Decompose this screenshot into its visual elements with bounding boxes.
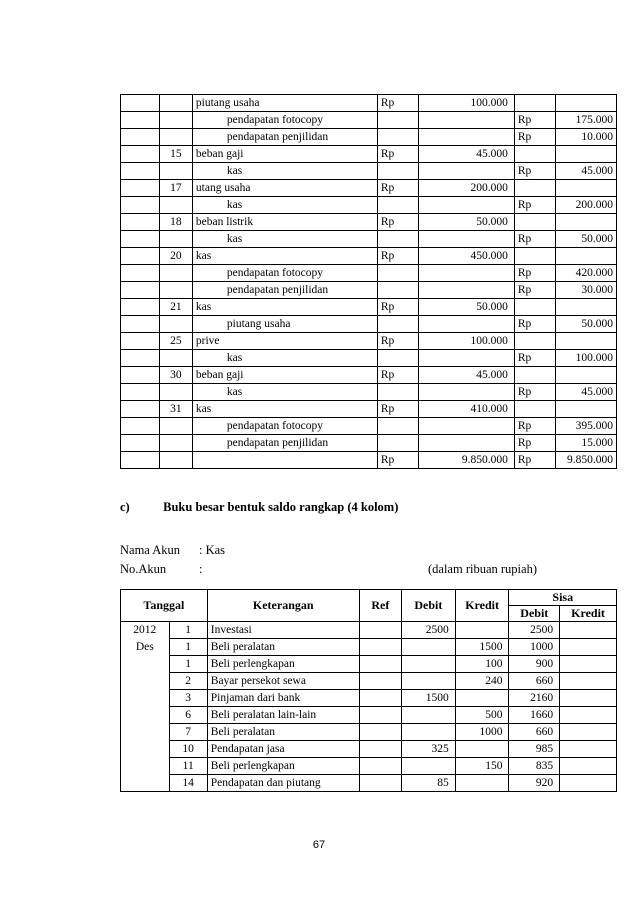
- header-debit: Debit: [402, 590, 456, 622]
- journal-credit-currency: Rp: [514, 418, 556, 435]
- journal-row: [121, 367, 617, 384]
- journal-debit-currency: Rp: [377, 401, 419, 418]
- journal-credit-currency: [514, 248, 556, 265]
- journal-row: [121, 282, 617, 299]
- ledger-debit: 1500: [402, 690, 456, 707]
- ledger-year-cell: [121, 707, 170, 724]
- journal-debit-currency: Rp: [377, 299, 419, 316]
- journal-credit-amount: 9.850.000: [556, 452, 617, 469]
- journal-debit-amount: 45.000: [419, 146, 514, 163]
- journal-credit-currency: Rp: [514, 163, 556, 180]
- journal-credit-currency: [514, 367, 556, 384]
- ledger-debit: [402, 639, 456, 656]
- ledger-row: [121, 639, 617, 656]
- journal-date: 25: [159, 333, 192, 350]
- journal-debit-amount: [419, 282, 514, 299]
- journal-debit-amount: 450.000: [419, 248, 514, 265]
- ledger-sisa-kredit: [560, 758, 617, 775]
- ledger-description: Bayar persekot sewa: [207, 673, 359, 690]
- journal-credit-currency: Rp: [514, 452, 556, 469]
- journal-row: [121, 316, 617, 333]
- ledger-kredit: [455, 775, 509, 792]
- header-sisa-kredit: Kredit: [560, 606, 617, 622]
- ledger-debit: [402, 673, 456, 690]
- journal-debit-amount: 9.850.000: [419, 452, 514, 469]
- account-no-label: No.Akun: [120, 562, 167, 576]
- journal-date: [159, 265, 192, 282]
- journal-debit-amount: 100.000: [419, 95, 514, 112]
- journal-row: [121, 299, 617, 316]
- journal-month-cell: [121, 452, 160, 469]
- ledger-kredit: [455, 690, 509, 707]
- ledger-kredit: 240: [455, 673, 509, 690]
- journal-credit-amount: [556, 95, 617, 112]
- journal-account: pendapatan penjilidan: [192, 435, 377, 452]
- header-ref: Ref: [359, 590, 401, 622]
- journal-credit-amount: [556, 299, 617, 316]
- journal-date: [159, 231, 192, 248]
- ledger-row: [121, 724, 617, 741]
- journal-date: [159, 112, 192, 129]
- ledger-sisa-debit: 900: [509, 656, 560, 673]
- ledger-sisa-kredit: [560, 707, 617, 724]
- journal-credit-amount: 100.000: [556, 350, 617, 367]
- ledger-ref: [359, 707, 401, 724]
- ledger-debit: 2500: [402, 622, 456, 639]
- journal-row: [121, 146, 617, 163]
- journal-debit-amount: 45.000: [419, 367, 514, 384]
- journal-account: piutang usaha: [192, 316, 377, 333]
- journal-debit-currency: Rp: [377, 333, 419, 350]
- journal-credit-amount: 15.000: [556, 435, 617, 452]
- ledger-description: Pendapatan jasa: [207, 741, 359, 758]
- ledger-year-cell: [121, 673, 170, 690]
- journal-account: beban gaji: [192, 367, 377, 384]
- journal-account: kas: [192, 197, 377, 214]
- journal-month-cell: [121, 367, 160, 384]
- journal-credit-amount: 175.000: [556, 112, 617, 129]
- ledger-description: Beli peralatan lain-lain: [207, 707, 359, 724]
- journal-credit-currency: Rp: [514, 231, 556, 248]
- journal-date: 17: [159, 180, 192, 197]
- journal-debit-amount: 50.000: [419, 299, 514, 316]
- journal-month-cell: [121, 129, 160, 146]
- journal-debit-currency: [377, 384, 419, 401]
- ledger-row: [121, 690, 617, 707]
- journal-credit-currency: [514, 180, 556, 197]
- journal-date: [159, 95, 192, 112]
- journal-month-cell: [121, 180, 160, 197]
- journal-account: beban gaji: [192, 146, 377, 163]
- ledger-year-cell: [121, 656, 170, 673]
- journal-date: 30: [159, 367, 192, 384]
- ledger-year-cell: [121, 741, 170, 758]
- journal-date: [159, 163, 192, 180]
- ledger-sisa-debit: 660: [509, 673, 560, 690]
- journal-month-cell: [121, 316, 160, 333]
- ledger-ref: [359, 639, 401, 656]
- journal-debit-currency: Rp: [377, 367, 419, 384]
- journal-debit-currency: Rp: [377, 146, 419, 163]
- journal-row: [121, 435, 617, 452]
- journal-credit-currency: Rp: [514, 112, 556, 129]
- account-no-value: :: [199, 562, 203, 576]
- ledger-description: Investasi: [207, 622, 359, 639]
- ledger-description: Beli perlengkapan: [207, 758, 359, 775]
- ledger-ref: [359, 656, 401, 673]
- journal-credit-currency: [514, 146, 556, 163]
- journal-debit-currency: [377, 265, 419, 282]
- journal-credit-amount: 395.000: [556, 418, 617, 435]
- ledger-sisa-kredit: [560, 724, 617, 741]
- journal-credit-currency: Rp: [514, 265, 556, 282]
- journal-month-cell: [121, 401, 160, 418]
- journal-debit-amount: [419, 435, 514, 452]
- journal-row: [121, 333, 617, 350]
- journal-date: [159, 384, 192, 401]
- ledger-day: 6: [169, 707, 207, 724]
- ledger-sisa-debit: 1660: [509, 707, 560, 724]
- journal-date: 21: [159, 299, 192, 316]
- ledger-description: Pinjaman dari bank: [207, 690, 359, 707]
- journal-month-cell: [121, 282, 160, 299]
- ledger-ref: [359, 775, 401, 792]
- journal-credit-currency: Rp: [514, 129, 556, 146]
- ledger-sisa-kredit: [560, 656, 617, 673]
- ledger-sisa-debit: 2160: [509, 690, 560, 707]
- journal-debit-currency: [377, 231, 419, 248]
- ledger-kredit: 1500: [455, 639, 509, 656]
- journal-account: prive: [192, 333, 377, 350]
- journal-debit-amount: 200.000: [419, 180, 514, 197]
- journal-credit-currency: [514, 401, 556, 418]
- journal-date: 15: [159, 146, 192, 163]
- journal-credit-currency: Rp: [514, 384, 556, 401]
- journal-credit-currency: Rp: [514, 282, 556, 299]
- ledger-debit: 85: [402, 775, 456, 792]
- journal-credit-currency: [514, 95, 556, 112]
- ledger-year-cell: [121, 775, 170, 792]
- ledger-sisa-debit: 920: [509, 775, 560, 792]
- ledger-year: 2012: [121, 622, 170, 639]
- journal-account: [192, 452, 377, 469]
- journal-credit-amount: [556, 333, 617, 350]
- ledger-kredit: [455, 741, 509, 758]
- journal-month-cell: [121, 384, 160, 401]
- journal-date: [159, 435, 192, 452]
- journal-credit-amount: 45.000: [556, 384, 617, 401]
- journal-debit-currency: [377, 435, 419, 452]
- journal-credit-amount: [556, 214, 617, 231]
- ledger-debit: [402, 724, 456, 741]
- ledger-day: 7: [169, 724, 207, 741]
- ledger-day: 3: [169, 690, 207, 707]
- journal-debit-currency: [377, 163, 419, 180]
- journal-month-cell: [121, 418, 160, 435]
- journal-row: [121, 350, 617, 367]
- ledger-ref: [359, 741, 401, 758]
- journal-debit-currency: [377, 418, 419, 435]
- journal-row: [121, 163, 617, 180]
- ledger-sisa-debit: 2500: [509, 622, 560, 639]
- journal-month-cell: [121, 163, 160, 180]
- journal-account: kas: [192, 350, 377, 367]
- journal-account: kas: [192, 401, 377, 418]
- ledger-year-cell: [121, 758, 170, 775]
- journal-date: [159, 452, 192, 469]
- journal-month-cell: [121, 231, 160, 248]
- journal-month-cell: [121, 95, 160, 112]
- journal-row: [121, 214, 617, 231]
- ledger-row: [121, 656, 617, 673]
- ledger-day: 1: [169, 639, 207, 656]
- ledger-sisa-kredit: [560, 741, 617, 758]
- ledger-year-cell: [121, 690, 170, 707]
- journal-debit-amount: [419, 231, 514, 248]
- journal-credit-amount: [556, 248, 617, 265]
- ledger-row: [121, 673, 617, 690]
- journal-debit-currency: [377, 282, 419, 299]
- section-title: Buku besar bentuk saldo rangkap (4 kolom): [163, 500, 399, 514]
- journal-month-cell: [121, 299, 160, 316]
- journal-debit-currency: Rp: [377, 180, 419, 197]
- ledger-ref: [359, 673, 401, 690]
- ledger-kredit: 500: [455, 707, 509, 724]
- journal-account: kas: [192, 384, 377, 401]
- header-sisa: Sisa: [509, 590, 617, 606]
- ledger-row: [121, 758, 617, 775]
- journal-date: 20: [159, 248, 192, 265]
- journal-account: pendapatan fotocopy: [192, 418, 377, 435]
- journal-account: pendapatan fotocopy: [192, 112, 377, 129]
- journal-debit-amount: [419, 350, 514, 367]
- journal-credit-amount: 50.000: [556, 231, 617, 248]
- header-tanggal: Tanggal: [121, 590, 208, 622]
- journal-month-cell: [121, 333, 160, 350]
- journal-debit-currency: [377, 112, 419, 129]
- ledger-sisa-kredit: [560, 622, 617, 639]
- journal-row: [121, 401, 617, 418]
- journal-debit-amount: [419, 418, 514, 435]
- ledger-kredit: 150: [455, 758, 509, 775]
- ledger-day: 2: [169, 673, 207, 690]
- ledger-description: Beli perlengkapan: [207, 656, 359, 673]
- journal-date: 18: [159, 214, 192, 231]
- ledger-sisa-debit: 660: [509, 724, 560, 741]
- journal-month-cell: [121, 197, 160, 214]
- journal-table: [120, 94, 617, 469]
- journal-credit-amount: 200.000: [556, 197, 617, 214]
- journal-row: [121, 95, 617, 112]
- ledger-sisa-kredit: [560, 639, 617, 656]
- journal-debit-amount: 410.000: [419, 401, 514, 418]
- ledger-sisa-debit: 835: [509, 758, 560, 775]
- journal-account: pendapatan fotocopy: [192, 265, 377, 282]
- journal-debit-amount: [419, 112, 514, 129]
- journal-debit-currency: [377, 316, 419, 333]
- header-kredit: Kredit: [455, 590, 509, 622]
- journal-date: [159, 418, 192, 435]
- journal-debit-amount: [419, 163, 514, 180]
- ledger-sisa-debit: 985: [509, 741, 560, 758]
- ledger-day: 1: [169, 622, 207, 639]
- journal-debit-amount: [419, 316, 514, 333]
- journal-account: kas: [192, 231, 377, 248]
- journal-debit-currency: Rp: [377, 248, 419, 265]
- journal-account: kas: [192, 163, 377, 180]
- journal-credit-amount: 30.000: [556, 282, 617, 299]
- journal-month-cell: [121, 112, 160, 129]
- journal-debit-amount: [419, 197, 514, 214]
- journal-credit-currency: Rp: [514, 197, 556, 214]
- journal-month-cell: [121, 248, 160, 265]
- journal-month-cell: [121, 146, 160, 163]
- ledger-day: 11: [169, 758, 207, 775]
- ledger-day: 10: [169, 741, 207, 758]
- account-name-label: Nama Akun: [120, 543, 181, 557]
- ledger-row: [121, 775, 617, 792]
- journal-credit-amount: 45.000: [556, 163, 617, 180]
- journal-credit-amount: [556, 146, 617, 163]
- ledger-year-cell: [121, 724, 170, 741]
- section-label: c): [120, 500, 130, 514]
- journal-date: [159, 129, 192, 146]
- journal-account: kas: [192, 248, 377, 265]
- journal-row: [121, 418, 617, 435]
- ledger-debit: 325: [402, 741, 456, 758]
- journal-row: [121, 180, 617, 197]
- journal-month-cell: [121, 214, 160, 231]
- journal-row: [121, 112, 617, 129]
- ledger-debit: [402, 758, 456, 775]
- journal-row: [121, 265, 617, 282]
- ledger-sisa-debit: 1000: [509, 639, 560, 656]
- journal-credit-amount: 420.000: [556, 265, 617, 282]
- journal-account: pendapatan penjilidan: [192, 129, 377, 146]
- journal-credit-amount: [556, 180, 617, 197]
- journal-debit-currency: Rp: [377, 452, 419, 469]
- ledger-ref: [359, 622, 401, 639]
- ledger-ref: [359, 758, 401, 775]
- journal-debit-amount: 50.000: [419, 214, 514, 231]
- ledger-description: Beli peralatan: [207, 639, 359, 656]
- journal-credit-amount: [556, 367, 617, 384]
- journal-credit-currency: [514, 214, 556, 231]
- journal-debit-currency: Rp: [377, 95, 419, 112]
- ledger-ref: [359, 690, 401, 707]
- ledger-row: [121, 741, 617, 758]
- ledger-sisa-kredit: [560, 673, 617, 690]
- journal-credit-currency: [514, 299, 556, 316]
- ledger-kredit: 100: [455, 656, 509, 673]
- journal-date: [159, 282, 192, 299]
- journal-date: [159, 350, 192, 367]
- journal-date: 31: [159, 401, 192, 418]
- ledger-month: Des: [121, 639, 170, 656]
- header-sisa-debit: Debit: [509, 606, 560, 622]
- account-name-value: : Kas: [199, 543, 226, 557]
- journal-debit-currency: [377, 350, 419, 367]
- journal-credit-amount: [556, 401, 617, 418]
- journal-row: [121, 129, 617, 146]
- journal-account: piutang usaha: [192, 95, 377, 112]
- journal-row: [121, 384, 617, 401]
- ledger-debit: [402, 707, 456, 724]
- journal-debit-amount: [419, 265, 514, 282]
- journal-credit-currency: [514, 333, 556, 350]
- journal-account: beban listrik: [192, 214, 377, 231]
- ledger-kredit: [455, 622, 509, 639]
- journal-debit-amount: [419, 129, 514, 146]
- journal-row: [121, 248, 617, 265]
- journal-debit-amount: 100.000: [419, 333, 514, 350]
- header-keterangan: Keterangan: [207, 590, 359, 622]
- ledger-row: [121, 622, 617, 639]
- journal-date: [159, 316, 192, 333]
- ledger-kredit: 1000: [455, 724, 509, 741]
- journal-debit-amount: [419, 384, 514, 401]
- journal-debit-currency: [377, 129, 419, 146]
- journal-row: [121, 231, 617, 248]
- journal-credit-currency: Rp: [514, 316, 556, 333]
- ledger-header-row: [121, 590, 617, 606]
- journal-credit-currency: Rp: [514, 435, 556, 452]
- section-heading: [120, 500, 398, 515]
- ledger-table: [120, 589, 617, 792]
- journal-account: kas: [192, 299, 377, 316]
- ledger-debit: [402, 656, 456, 673]
- journal-account: pendapatan penjilidan: [192, 282, 377, 299]
- journal-row: [121, 197, 617, 214]
- journal-credit-amount: 50.000: [556, 316, 617, 333]
- ledger-row: [121, 707, 617, 724]
- ledger-day: 14: [169, 775, 207, 792]
- journal-credit-currency: Rp: [514, 350, 556, 367]
- ledger-description: Beli peralatan: [207, 724, 359, 741]
- journal-debit-currency: [377, 197, 419, 214]
- ledger-sisa-kredit: [560, 690, 617, 707]
- journal-account: utang usaha: [192, 180, 377, 197]
- journal-month-cell: [121, 265, 160, 282]
- ledger-description: Pendapatan dan piutang: [207, 775, 359, 792]
- journal-month-cell: [121, 350, 160, 367]
- ledger-day: 1: [169, 656, 207, 673]
- journal-row: [121, 452, 617, 469]
- journal-month-cell: [121, 435, 160, 452]
- unit-note: (dalam ribuan rupiah): [428, 562, 537, 576]
- ledger-ref: [359, 724, 401, 741]
- ledger-sisa-kredit: [560, 775, 617, 792]
- page-number: 67: [312, 839, 326, 851]
- journal-date: [159, 197, 192, 214]
- journal-credit-amount: 10.000: [556, 129, 617, 146]
- journal-debit-currency: Rp: [377, 214, 419, 231]
